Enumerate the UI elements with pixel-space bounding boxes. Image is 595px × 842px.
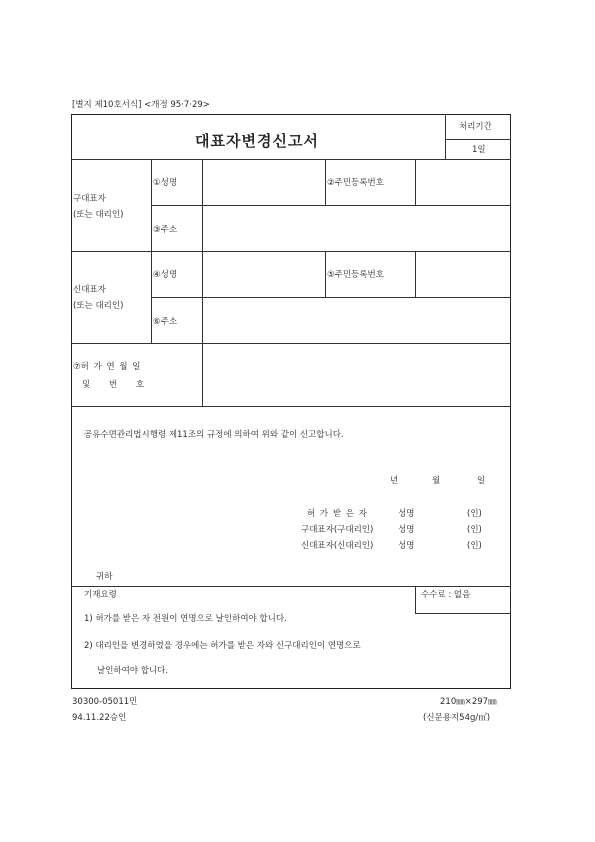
- date-year: 년: [390, 476, 399, 486]
- date-month: 월: [432, 476, 441, 486]
- old-id-label: ②주민등록번호: [327, 178, 384, 188]
- new-address-field[interactable]: [203, 298, 510, 342]
- signer-name-label: 성명: [398, 525, 415, 535]
- fee-label: 수수료 : 없음: [421, 590, 471, 600]
- signer-seal: (인): [467, 509, 482, 519]
- instructions-title: 기재요령: [84, 590, 117, 600]
- divider-new-id-left: [325, 251, 326, 297]
- processing-value: 1일: [472, 145, 486, 155]
- new-id-field[interactable]: [416, 252, 510, 296]
- permit-field[interactable]: [203, 344, 510, 405]
- instruction-item: 2) 대리인을 변경하였을 경우에는 허가를 받은 자와 신구대리인이 연명으로: [84, 641, 361, 651]
- new-name-label: ④성명: [153, 270, 178, 280]
- signer-role: 구대표자(구대리인): [301, 525, 374, 535]
- old-address-field[interactable]: [203, 206, 510, 250]
- form-reference: [별지 제10호서식] <개정 95·7·29>: [72, 100, 210, 110]
- declaration-statement: 공유수면관리법시행령 제11조의 규정에 의하여 위와 같이 신고합니다.: [84, 430, 344, 440]
- new-name-field[interactable]: [203, 252, 324, 296]
- new-rep-sublabel: (또는 대리인): [73, 301, 124, 311]
- divider-old-id-left: [325, 159, 326, 205]
- signer-seal: (인): [467, 525, 482, 535]
- divider-decl-instr: [71, 586, 511, 587]
- processing-label: 처리기간: [459, 122, 492, 132]
- signer-seal: (인): [467, 541, 482, 551]
- old-address-label: ③주소: [153, 225, 178, 235]
- permit-label: ⑦허 가 연 월 일: [73, 362, 141, 372]
- divider-permit-decl: [71, 406, 511, 407]
- divider-processing: [445, 139, 511, 140]
- page-title: 대표자변경신고서: [195, 132, 319, 150]
- old-name-label: ①성명: [153, 178, 178, 188]
- instruction-item-continued: 날인하여야 합니다.: [97, 666, 169, 676]
- approval-date: 94.11.22승인: [72, 713, 127, 723]
- paper-size: 210㎜×297㎜: [440, 697, 497, 707]
- divider-title-v: [445, 114, 446, 159]
- form-code: 30300-05011민: [72, 697, 138, 707]
- old-id-field[interactable]: [416, 160, 510, 204]
- new-id-label: ⑤주민등록번호: [327, 270, 384, 280]
- divider-fee-v: [415, 586, 416, 613]
- paper-type: (신문용지54g/㎡): [423, 713, 491, 723]
- date-day: 일: [477, 476, 486, 486]
- signer-name-label: 성명: [398, 509, 415, 519]
- signer-role: 신대표자(신대리인): [301, 541, 374, 551]
- old-rep-label: 구대표자: [73, 194, 106, 204]
- instruction-item: 1) 허가를 받은 자 전원이 연명으로 날인하여야 합니다.: [84, 614, 287, 624]
- new-address-label: ⑥주소: [153, 317, 178, 327]
- signer-name-label: 성명: [398, 541, 415, 551]
- divider-label-col: [151, 159, 152, 343]
- old-rep-sublabel: (또는 대리인): [73, 210, 124, 220]
- signer-role: 허 가 받 은 자: [307, 509, 367, 519]
- recipient-label: 귀하: [96, 572, 113, 582]
- new-rep-label: 신대표자: [73, 285, 106, 295]
- divider-fee: [415, 613, 511, 614]
- permit-sublabel: 및 번 호: [82, 380, 145, 390]
- old-name-field[interactable]: [203, 160, 324, 204]
